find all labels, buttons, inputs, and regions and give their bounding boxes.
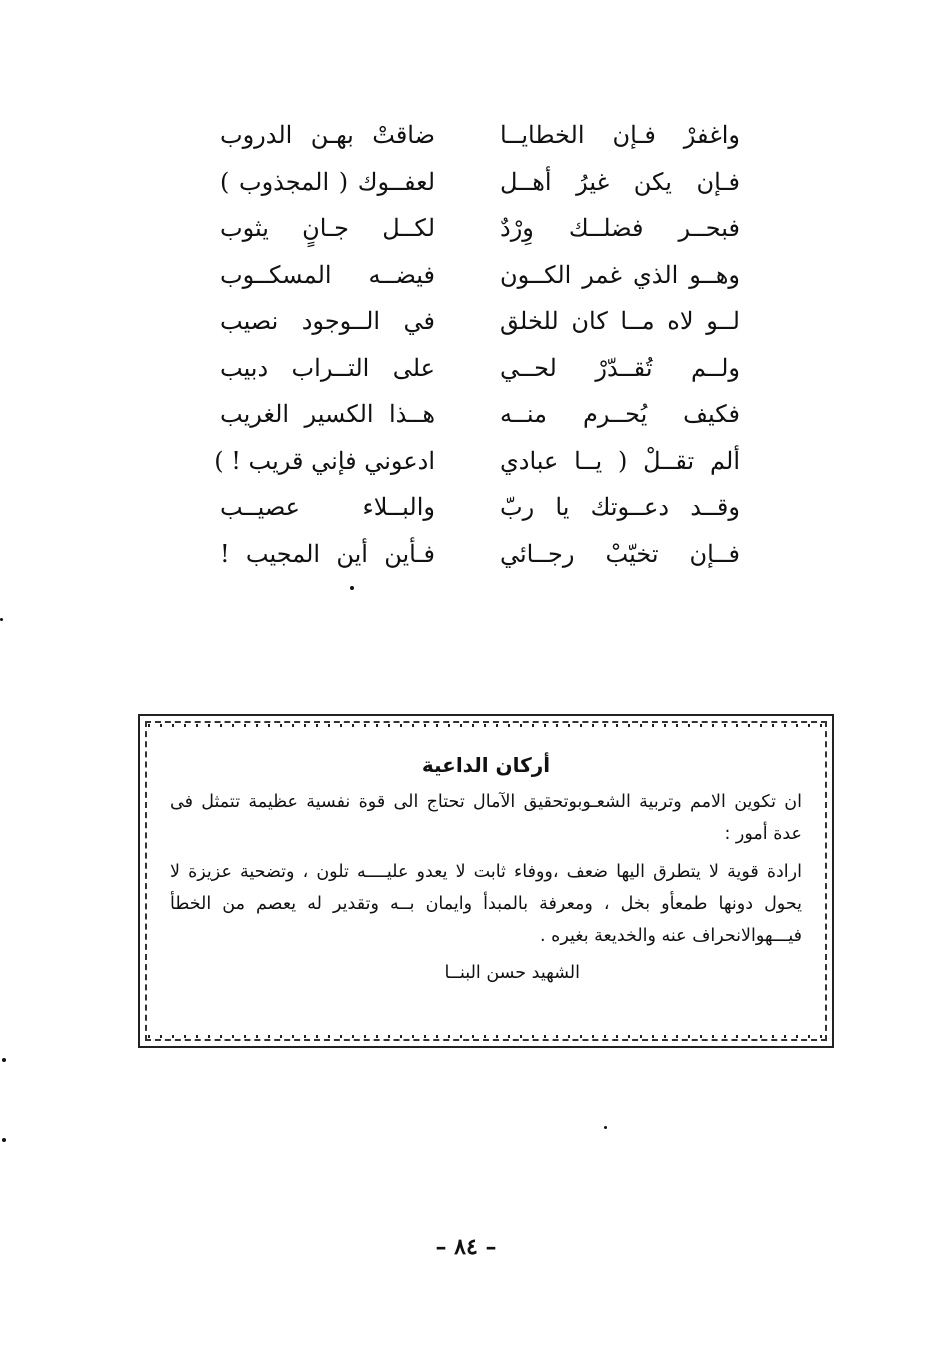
- quote-paragraph: ارادة قوية لا يتطرق اليها ضعف ،ووفاء ثابت لا يعدو عليــــه تلون ، وتضحية عزيزة لا يحول دونها طمعأو بخل ، ومعرفة بالمبدأ وايمان بــه وتقدير له يعصم من الخطأ فيـــهوالانحراف عنه والخديعة بغيره .: [170, 862, 802, 946]
- verse-first-hemistich: فكيف يُحــرم منــه: [500, 400, 740, 428]
- margin-speck: [2, 1058, 6, 1062]
- poem-verse: [200, 112, 760, 159]
- verse-first-hemistich: وقــد دعــوتك يا ربّ: [500, 493, 740, 521]
- verse-second-hemistich: فيضــه المسكــوب: [220, 260, 435, 289]
- verse-first-hemistich: واغفرْ فـإن الخطايــا: [500, 121, 740, 149]
- verse-second-hemistich: ضاقتْ بهـن الدروب: [220, 121, 435, 149]
- verse-second-hemistich: ادعوني فإني قريب ! ): [214, 446, 435, 475]
- poem-verse: [200, 531, 760, 578]
- verse-second-hemistich: لعفــوك ( المجذوب ): [220, 167, 435, 196]
- verse-second-hemistich: لكــل جـانٍ يثوب: [220, 214, 435, 242]
- verse-first-hemistich: فـإن يكن غيرُ أهــل: [500, 167, 740, 196]
- poem: [200, 112, 760, 577]
- page-number: – ٨٤ –: [435, 1234, 497, 1260]
- poem-verse: [200, 391, 760, 438]
- verse-second-hemistich: والبــلاء عصيــب: [220, 493, 435, 521]
- quote-paragraph: ان تكوين الامم وتربية الشعـوبوتحقيق الآمال تحتاج الى قوة نفسية عظيمة تتمثل فى عدة أمور :: [170, 792, 802, 844]
- poem-verse: [200, 345, 760, 392]
- poem-verse: [200, 252, 760, 299]
- margin-speck: [0, 618, 3, 621]
- verse-first-hemistich: لــو لاه مــا كان للخلق: [500, 307, 740, 335]
- poem-verse: [200, 298, 760, 345]
- poem-verse: [200, 484, 760, 531]
- verse-first-hemistich: وهــو الذي غمر الكــون: [500, 260, 740, 289]
- quote-frame-content: [162, 738, 810, 1024]
- quote-title: أركان الداعية: [421, 753, 551, 777]
- verse-second-hemistich: هــذا الكسير الغريب: [220, 400, 435, 428]
- quote-signature: الشهيد حسن البنــا: [444, 963, 580, 983]
- poem-verse: [200, 159, 760, 206]
- poem-verse: [200, 438, 760, 485]
- quote-frame: [138, 714, 834, 1048]
- poem-verse: [200, 205, 760, 252]
- verse-second-hemistich: على التــراب دبيب: [220, 353, 435, 382]
- speck: [604, 1126, 607, 1129]
- margin-speck: [2, 1138, 6, 1142]
- verse-first-hemistich: فــإن تخيّبْ رجــائي: [500, 539, 740, 568]
- verse-second-hemistich: فـأين أين المجيب !: [220, 539, 435, 568]
- end-of-poem-dot: [350, 586, 354, 590]
- verse-first-hemistich: فبحــر فضلــك وِرْدٌ: [500, 214, 740, 242]
- verse-first-hemistich: ألم تقــلْ ( يــا عبادي: [500, 446, 740, 475]
- verse-first-hemistich: ولــم تُقــدّرْ لحــي: [500, 353, 740, 382]
- verse-second-hemistich: في الــوجود نصيب: [220, 307, 435, 335]
